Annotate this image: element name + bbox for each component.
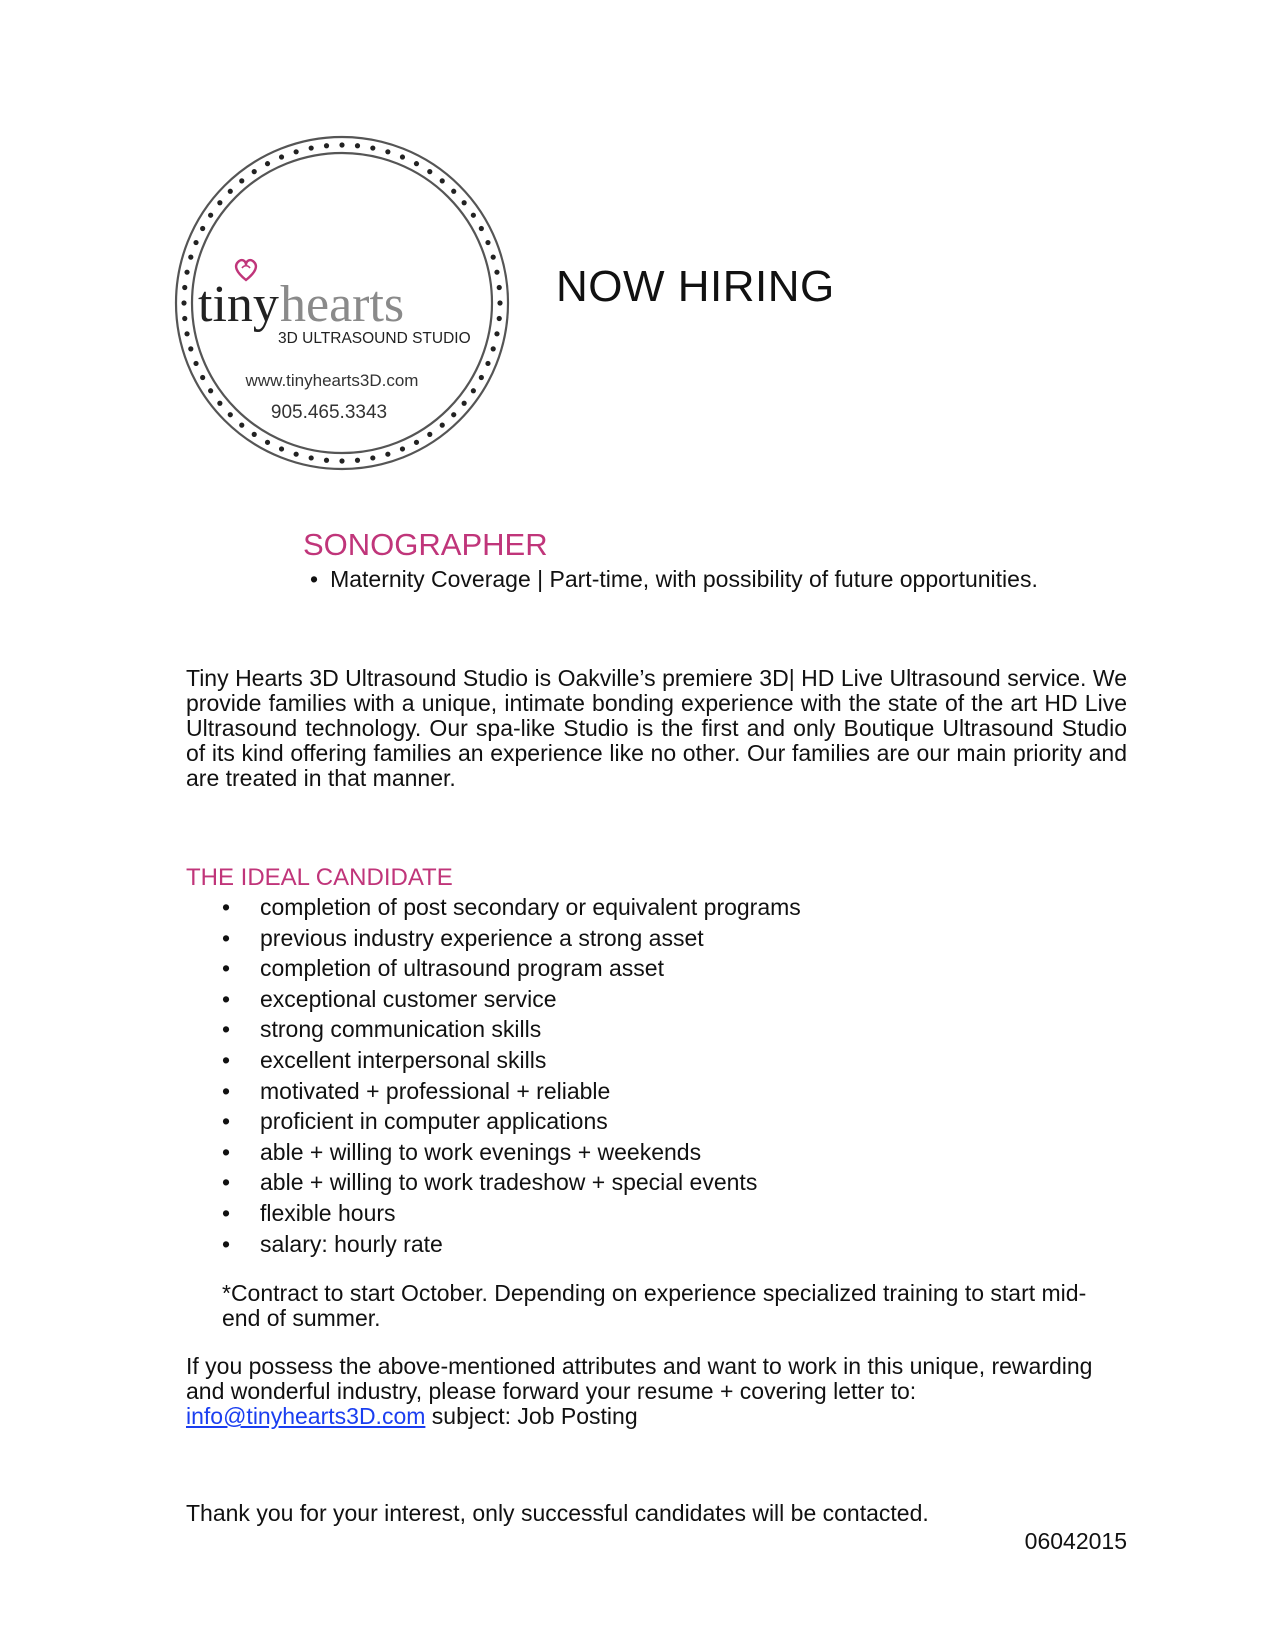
- logo-dot: [370, 145, 375, 150]
- logo-dot: [485, 361, 490, 366]
- logo-dot: [324, 143, 329, 148]
- logo-dot: [479, 226, 484, 231]
- list-item: • completion of ultrasound program asset: [186, 953, 1086, 984]
- logo-dot: [208, 388, 213, 393]
- logo-brand-tiny: tiny: [198, 276, 279, 333]
- logo-dot: [471, 388, 476, 393]
- list-item: • motivated + professional + reliable: [186, 1076, 1086, 1107]
- job-details-list: [310, 566, 1038, 593]
- tiny-hearts-logo: [172, 133, 512, 473]
- logo-dot: [497, 285, 502, 290]
- logo-dot: [228, 189, 233, 194]
- logo-dot: [491, 346, 496, 351]
- logo-dot: [385, 149, 390, 154]
- logo-dot: [494, 331, 499, 336]
- logo-dot: [193, 361, 198, 366]
- list-item: • flexible hours: [186, 1198, 1086, 1229]
- logo-dot: [339, 142, 344, 147]
- apply-text: If you possess the above-mentioned attributes and want to work in this unique, rewarding and wonderful industry, please forward your resume + covering letter to:: [186, 1353, 1093, 1404]
- list-item: • previous industry experience a strong asset: [186, 923, 1086, 954]
- logo-dot: [414, 161, 419, 166]
- logo-dot: [252, 169, 257, 174]
- logo-tagline: 3D ULTRASOUND STUDIO: [278, 330, 471, 347]
- logo-dot: [355, 143, 360, 148]
- logo-dot: [427, 169, 432, 174]
- logo-dot: [494, 270, 499, 275]
- logo-dot: [309, 455, 314, 460]
- email-subject: subject: Job Posting: [431, 1403, 638, 1429]
- logo-dot: [491, 255, 496, 260]
- logo-dot: [479, 375, 484, 380]
- logo-dot: [355, 458, 360, 463]
- logo-dot: [239, 178, 244, 183]
- logo-dot: [228, 412, 233, 417]
- logo-dot: [279, 446, 284, 451]
- logo-dot: [485, 240, 490, 245]
- list-item: • strong communication skills: [186, 1014, 1086, 1045]
- logo-dot: [193, 240, 198, 245]
- logo-dot: [188, 255, 193, 260]
- logo-dot: [182, 285, 187, 290]
- logo-dot: [182, 316, 187, 321]
- date-code: 06042015: [1024, 1528, 1127, 1554]
- logo-dot: [239, 423, 244, 428]
- logo-brand-hearts: hearts: [280, 276, 405, 333]
- logo-dot: [427, 432, 432, 437]
- logo-dot: [265, 440, 270, 445]
- list-item: • proficient in computer applications: [186, 1106, 1086, 1137]
- job-title: SONOGRAPHER: [303, 527, 548, 562]
- list-item: • salary: hourly rate: [186, 1229, 1086, 1260]
- logo-dot: [184, 270, 189, 275]
- email-link[interactable]: info@tinyhearts3D.com: [186, 1403, 426, 1429]
- logo-dot: [370, 455, 375, 460]
- thanks-note: Thank you for your interest, only successful candidates will be contacted.: [186, 1500, 929, 1526]
- logo-dot: [440, 423, 445, 428]
- intro-paragraph: Tiny Hearts 3D Ultrasound Studio is Oakville’s premiere 3D| HD Live Ultrasound service. We provide families with a unique, intimate bonding experience with the state of the art HD Live Ultrasound technology. Our spa-like Studio is the first and only Boutique Ultrasound Studio of its kind offering families an experience like no other. Our families are our main priority and are treated in that manner.: [186, 665, 1127, 791]
- apply-paragraph: [186, 1354, 1127, 1429]
- logo-dot: [184, 331, 189, 336]
- logo-dot: [440, 178, 445, 183]
- logo-dot: [200, 375, 205, 380]
- headline: NOW HIRING: [556, 262, 835, 311]
- logo-dot: [497, 316, 502, 321]
- logo-dot: [462, 200, 467, 205]
- logo-dot: [188, 346, 193, 351]
- logo-dot: [497, 300, 502, 305]
- logo-dot: [200, 226, 205, 231]
- logo-dot: [294, 149, 299, 154]
- logo-dot: [279, 154, 284, 159]
- logo-dot: [451, 412, 456, 417]
- contract-note: *Contract to start October. Depending on experience specialized training to start mid-end of summer.: [222, 1280, 1087, 1331]
- list-item: • excellent interpersonal skills: [186, 1045, 1086, 1076]
- logo-dot: [252, 432, 257, 437]
- logo-dot: [339, 458, 344, 463]
- logo-dot: [385, 452, 390, 457]
- logo-dot: [400, 446, 405, 451]
- logo-dot: [462, 401, 467, 406]
- logo-dot: [294, 452, 299, 457]
- logo-dot: [181, 300, 186, 305]
- logo-dot: [414, 440, 419, 445]
- list-item: • completion of post secondary or equivalent programs: [186, 892, 1086, 923]
- logo-dot: [309, 145, 314, 150]
- logo-dot: [208, 213, 213, 218]
- logo-dot: [471, 213, 476, 218]
- list-item: • exceptional customer service: [186, 984, 1086, 1015]
- job-details: • Maternity Coverage | Part-time, with possibility of future opportunities.: [310, 566, 1038, 593]
- ideal-candidate-title: THE IDEAL CANDIDATE: [186, 864, 453, 891]
- logo-website: www.tinyhearts3D.com: [245, 371, 419, 390]
- logo-dot: [217, 401, 222, 406]
- logo-phone: 905.465.3343: [270, 402, 388, 423]
- logo-dot: [451, 189, 456, 194]
- logo-dot: [217, 200, 222, 205]
- list-item: • able + willing to work tradeshow + special events: [186, 1167, 1086, 1198]
- logo-dot: [324, 458, 329, 463]
- ideal-candidate-list: [186, 892, 1086, 1259]
- list-item: • able + willing to work evenings + weekends: [186, 1137, 1086, 1168]
- logo-dot: [400, 154, 405, 159]
- logo-dot: [265, 161, 270, 166]
